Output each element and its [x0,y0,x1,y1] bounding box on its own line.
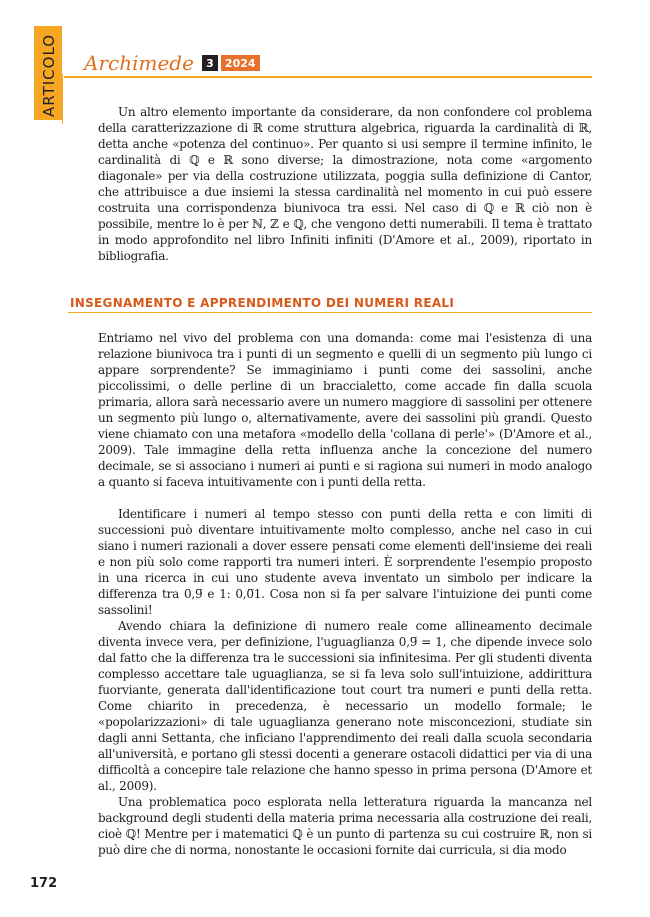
body-paragraph-4: Una problematica poco esplorata nella letteratura riguarda la mancanza nel background degli studenti della materia prima necessaria alla costruzione dei reali, cioè ℚ! Mentre per i matematici ℚ è un punto di partenza su cui costruire ℝ, non si può dire che di norma, nonostante le occasioni fornite dai curricula, si dia modo [98,795,592,857]
section-rule [68,312,592,313]
section-title: INSEGNAMENTO E APPRENDIMENTO DEI NUMERI REALI [70,296,455,310]
body-paragraph-3: Avendo chiara la definizione di numero reale come allineamento decimale diventa invece vera, per definizione, l'uguaglianza 0,9̅ = 1, che dipende invece solo dal fatto che la differenza tra le successioni sia infinitesima. Per gli studenti diventa complesso accettare tale uguaglianza, se si fa leva solo sull'intuizione, addirittura fuorviante, generata dall'identificazione tout court tra numeri e punti della retta. Come chiarito in precedenza, è necessario un modello formale; le «popolarizzazioni» di tale uguaglianza generano note misconcezioni, studiate sin dagli anni Settanta, che inficiano l'apprendimento dei reali dalla scuola secondaria all'università, e portano gli stessi docenti a generare ostacoli didattici per via di una difficoltà a concepire tale relazione che hanno spesso in prima persona (D'Amore et al., 2009). [98,619,592,793]
issue-badge: 3 [202,55,218,71]
body-paragraph-2: Identificare i numeri al tempo stesso con punti della retta e con limiti di successioni può diventare intuitivamente molto complesso, anche nel caso in cui siano i numeri razionali a dover essere pensati come elementi dell'insieme dei reali e non più solo come rapporti tra numeri interi. È sorprendente l'esempio proposto in una ricerca in cui uno studente aveva inventato un simbolo per indicare la differenza tra 0,9̅ e 1: 0,0̅1. Cosa non si fa per salvare l'intuizione dei punti come sassolini! [98,507,592,617]
journal-header [84,50,260,76]
article-type-label: ARTICOLO [40,33,58,117]
header-rule [64,76,592,78]
page-number: 172 [30,876,58,891]
year-badge: 2024 [221,55,260,71]
side-divider [62,74,63,124]
body-paragraph-1: Entriamo nel vivo del problema con una domanda: come mai l'esistenza di una relazione biunivoca tra i punti di un segmento e quelli di un segmento più lungo ci appare sorprendente? Se immaginiamo i punti come dei sassolini, anche piccolissimi, o delle perline di un braccialetto, come accade fin dalla scuola primaria, allora sarà necessario avere un numero maggiore di sassolini per ottenere un segmento più lungo o, alternativamente, avere dei sassolini più grandi. Questo viene chiamato con una metafora «modello della 'collana di perle'» (D'Amore et al., 2009). Tale immagine della retta influenza anche la concezione del numero decimale, se si associano i numeri ai punti e si ragiona sui numeri in modo analogo a quanto si faceva intuitivamente con i punti della retta. [98,331,592,489]
journal-title: Archimede [84,51,194,75]
intro-paragraph: Un altro elemento importante da considerare, da non confondere col problema della caratterizzazione di ℝ come struttura algebrica, riguarda la cardinalità di ℝ, detta anche «potenza del continuo». Per quanto si usi sempre il termine infinito, le cardinalità di ℚ e ℝ sono diverse; la dimostrazione, nota come «argomento diagonale» per via della costruzione utilizzata, poggia sulla definizione di Cantor, che attribuisce a due insiemi la stessa cardinalità nel momento in cui può essere costruita una corrispondenza biunivoca tra essi. Nel caso di ℚ e ℝ ciò non è possibile, mentre lo è per ℕ, ℤ e ℚ, che vengono detti numerabili. Il tema è trattato in modo approfondito nel libro Infiniti infiniti (D'Amore et al., 2009), riportato in bibliografia. [98,105,592,263]
